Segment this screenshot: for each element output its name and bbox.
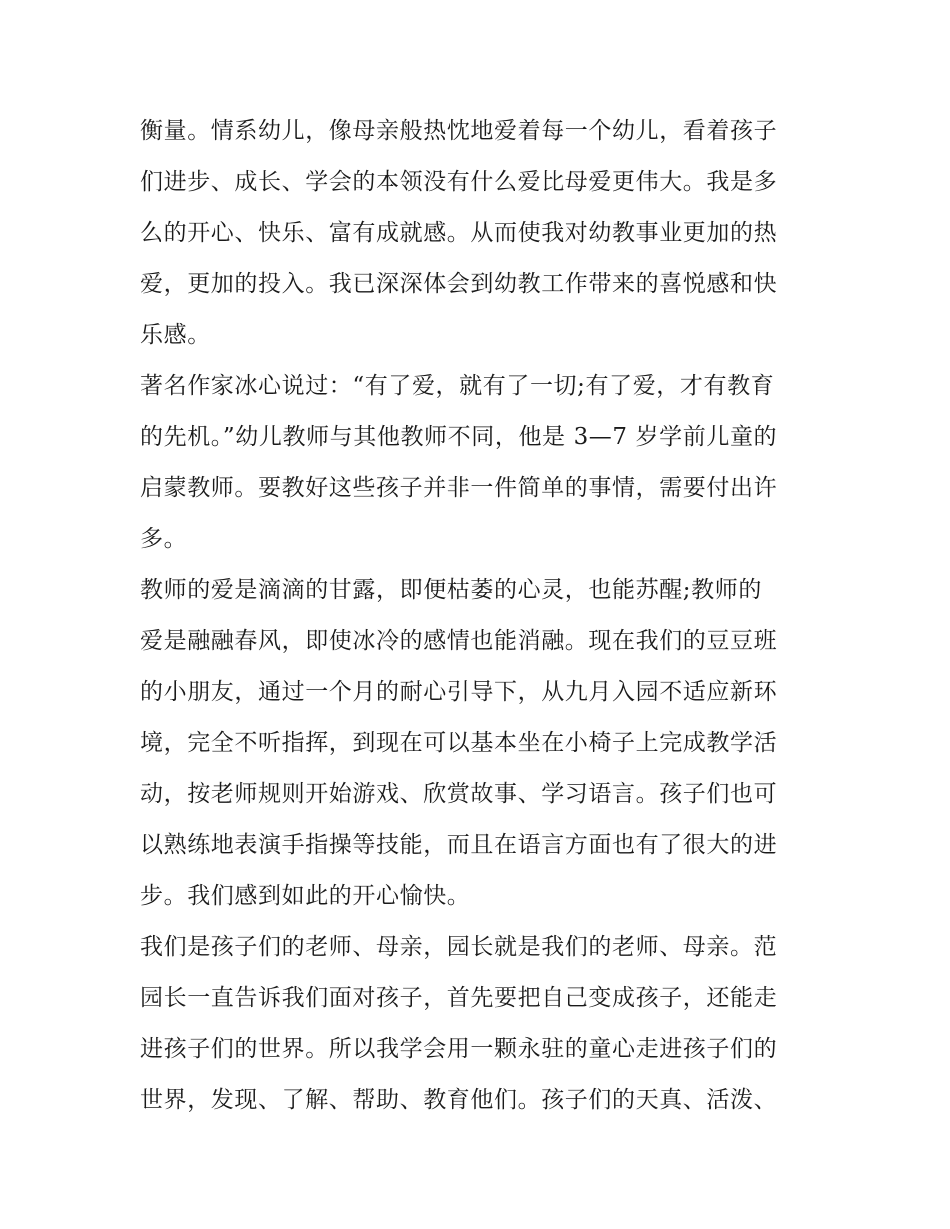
text-line: 进孩子们的世界。所以我学会用一颗永驻的童心走进孩子们的: [140, 1036, 778, 1062]
text-line: 我们是孩子们的老师、母亲，园长就是我们的老师、母亲。范: [140, 934, 778, 960]
text-line: 们进步、成长、学会的本领没有什么爱比母爱更伟大。我是多: [140, 169, 778, 195]
text-line: 园长一直告诉我们面对孩子，首先要把自己变成孩子，还能走: [140, 985, 778, 1011]
text-line: 启蒙教师。要教好这些孩子并非一件简单的事情，需要付出许: [140, 475, 778, 501]
text-line: 爱，更加的投入。我已深深体会到幼教工作带来的喜悦感和快: [140, 271, 778, 297]
text-line: 动，按老师规则开始游戏、欣赏故事、学习语言。孩子们也可: [140, 781, 778, 807]
document-body: [140, 106, 820, 1126]
text-line: 步。我们感到如此的开心愉快。: [140, 883, 471, 909]
text-line: 么的开心、快乐、富有成就感。从而使我对幼教事业更加的热: [140, 220, 778, 246]
text-line: 衡量。情系幼儿，像母亲般热忱地爱着每一个幼儿，看着孩子: [140, 118, 778, 144]
text-line: 著名作家冰心说过：“有了爱，就有了一切;有了爱，才有教育: [140, 373, 775, 399]
text-line: 教师的爱是滴滴的甘露，即便枯萎的心灵，也能苏醒;教师的: [140, 577, 762, 603]
text-line: 爱是融融春风，即使冰冷的感情也能消融。现在我们的豆豆班: [140, 628, 778, 654]
text-line: 世界，发现、了解、帮助、教育他们。孩子们的天真、活泼、: [140, 1087, 778, 1113]
text-line: 乐感。: [140, 322, 211, 348]
text-line: 的小朋友，通过一个月的耐心引导下，从九月入园不适应新环: [140, 679, 778, 705]
text-line: 境，完全不听指挥，到现在可以基本坐在小椅子上完成教学活: [140, 730, 778, 756]
text-line: 以熟练地表演手指操等技能，而且在语言方面也有了很大的进: [140, 832, 778, 858]
text-line: 的先机。”幼儿教师与其他教师不同，他是 3—7 岁学前儿童的: [140, 424, 778, 450]
text-line: 多。: [140, 526, 188, 552]
